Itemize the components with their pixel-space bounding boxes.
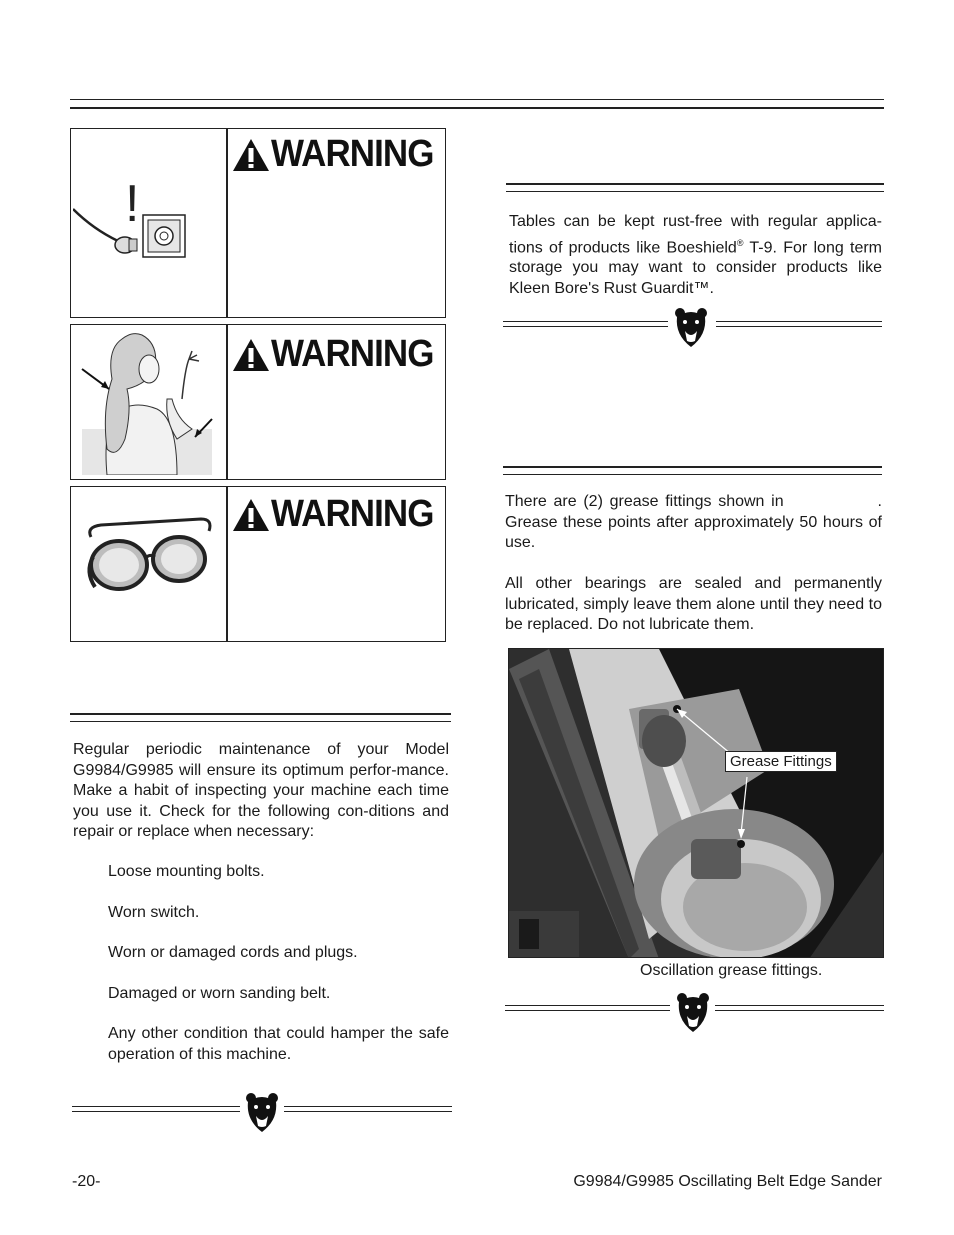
rust-rule-top xyxy=(506,183,884,185)
long-hair-icon xyxy=(77,329,222,475)
grease-fittings-callout: Grease Fittings xyxy=(725,751,837,772)
maintenance-item-4: Damaged or worn sanding belt. xyxy=(108,985,331,1002)
section-end-rule-right-b xyxy=(716,321,882,327)
maintenance-intro: Regular periodic maintenance of your Model G9984/G9985 will ensure its optimum perfor-mance. Make a habit of inspecting your machine each time you use it. Check for the following con-ditions and repair or replace when necessary: xyxy=(73,741,449,840)
section-end-rule-left-a xyxy=(72,1106,240,1112)
warning-box-hair xyxy=(70,324,446,480)
bear-logo-icon xyxy=(675,990,711,1034)
warning-heading-3 xyxy=(231,493,448,536)
lubrication-paragraph-2: All other bearings are sealed and permanently lubricated, simply leave them alone until they need to be replaced. Do not lubricate them. xyxy=(505,575,882,633)
warning-title-2: WARNING xyxy=(271,333,434,375)
maintenance-rule-top xyxy=(70,713,451,715)
header-rule-bottom xyxy=(70,107,884,109)
warning-title-1: WARNING xyxy=(271,133,434,175)
alert-triangle-icon xyxy=(231,137,271,173)
maintenance-item-2: Worn switch. xyxy=(108,904,200,921)
warning-box-electrical xyxy=(70,128,446,318)
footer-title: G9984/G9985 Oscillating Belt Edge Sander xyxy=(573,1173,882,1190)
section-end-rule-right-c xyxy=(505,1005,670,1011)
section-end-rule-right-a xyxy=(503,321,668,327)
maintenance-rule-bottom xyxy=(70,721,451,722)
bear-logo-icon xyxy=(244,1090,280,1134)
page-number: -20- xyxy=(72,1173,101,1190)
rust-paragraph xyxy=(509,212,882,299)
lubrication-rule-bottom xyxy=(503,474,882,475)
alert-triangle-icon xyxy=(231,337,271,373)
grease-fittings-photo xyxy=(508,648,884,958)
alert-triangle-icon xyxy=(231,497,271,533)
maintenance-item-3: Worn or damaged cords and plugs. xyxy=(108,944,358,961)
warning-heading-2 xyxy=(231,333,448,376)
warning-box-eyewear xyxy=(70,486,446,642)
registered-mark: ® xyxy=(736,237,744,248)
rust-text-1: Tables can be kept rust-free with regular applica-tions of products like Boeshield xyxy=(509,213,882,256)
power-plug-icon xyxy=(73,169,223,279)
svg-text:!: ! xyxy=(125,175,140,233)
maintenance-item-1: Loose mounting bolts. xyxy=(108,863,265,880)
warning-heading-1 xyxy=(231,133,448,176)
warning-title-3: WARNING xyxy=(271,493,434,535)
header-rule-top xyxy=(70,99,884,100)
sander-mechanism-image xyxy=(509,649,884,958)
section-end-rule-left-b xyxy=(284,1106,452,1112)
bear-logo-icon xyxy=(673,305,709,349)
figure-caption: Oscillation grease fittings. xyxy=(640,962,823,979)
lubrication-paragraph-1: There are (2) grease fittings shown in . Grease these points after approximately 50 hours of use. xyxy=(505,493,887,551)
section-end-rule-right-d xyxy=(715,1005,884,1011)
safety-glasses-icon xyxy=(81,517,216,607)
rust-rule-bottom xyxy=(506,191,884,192)
lubrication-rule-top xyxy=(503,466,882,468)
rust-text-2: T-9. For long term storage you may want to consider products like Kleen Bore's Rust Guardit™. xyxy=(509,238,882,297)
maintenance-item-5: Any other condition that could hamper the safe operation of this machine. xyxy=(108,1025,449,1063)
